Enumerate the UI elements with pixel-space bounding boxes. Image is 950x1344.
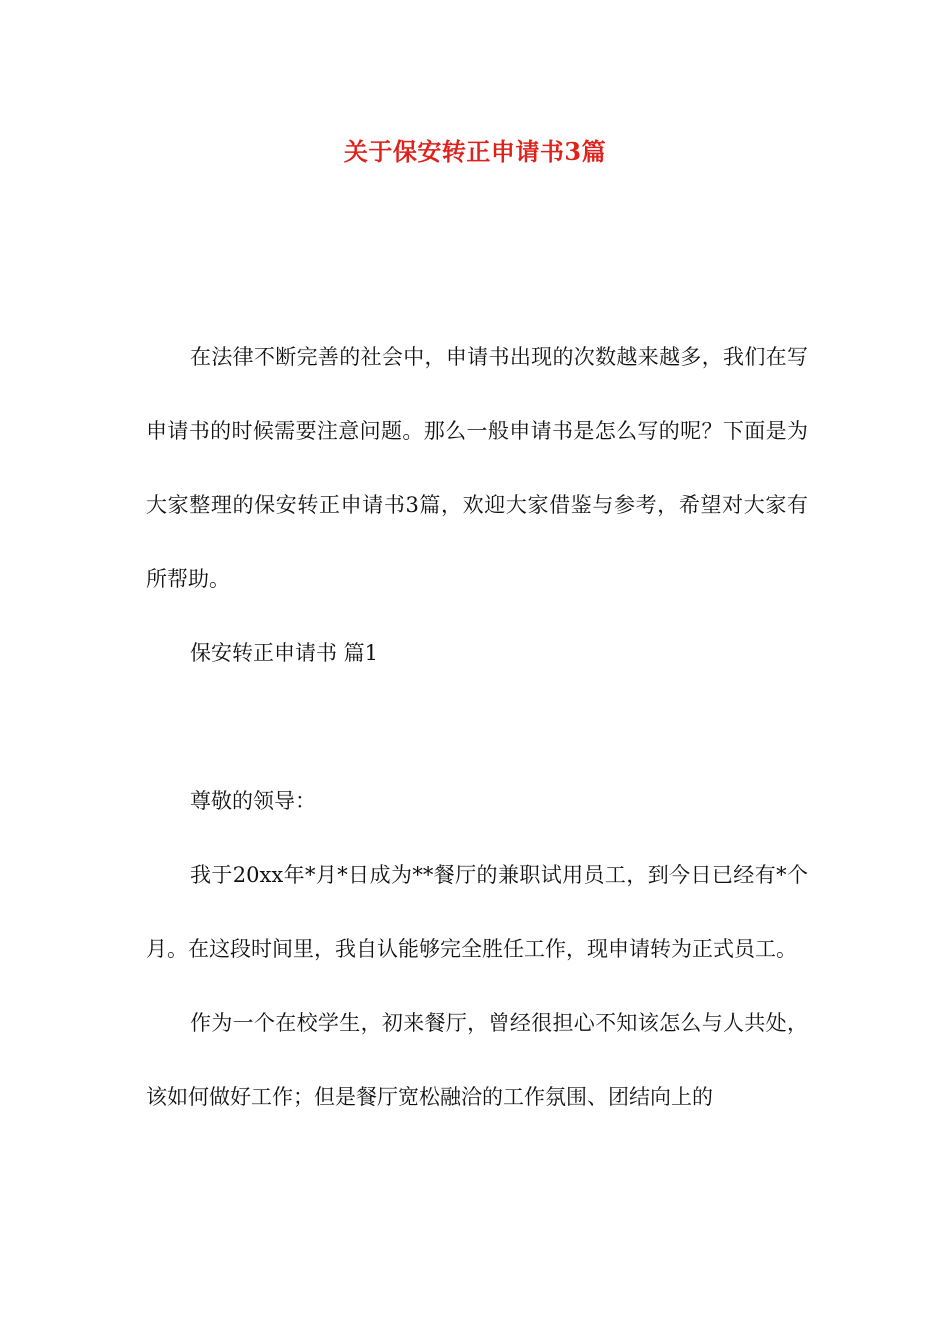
- document-body: [146, 320, 808, 1134]
- intro-paragraph: 在法律不断完善的社会中，申请书出现的次数越来越多，我们在写申请书的时候需要注意问题。那么一般申请书是怎么写的呢？下面是为大家整理的保安转正申请书3篇，欢迎大家借鉴与参考，希望对大家有所帮助。: [146, 345, 808, 591]
- body-paragraph-2: 作为一个在校学生，初来餐厅，曾经很担心不知该怎么与人共处，该如何做好工作；但是餐厅宽松融洽的工作氛围、团结向上的: [146, 1011, 808, 1109]
- salutation: 尊敬的领导：: [190, 789, 316, 813]
- document-title: 关于保安转正申请书3篇: [343, 137, 607, 166]
- blank-line: [146, 690, 808, 764]
- body-paragraph-1: 我于20xx年*月*日成为**餐厅的兼职试用员工，到今日已经有*个月。在这段时间里，我自认能够完全胜任工作，现申请转为正式员工。: [146, 863, 808, 961]
- section-heading: 保安转正申请书 篇1: [190, 641, 379, 665]
